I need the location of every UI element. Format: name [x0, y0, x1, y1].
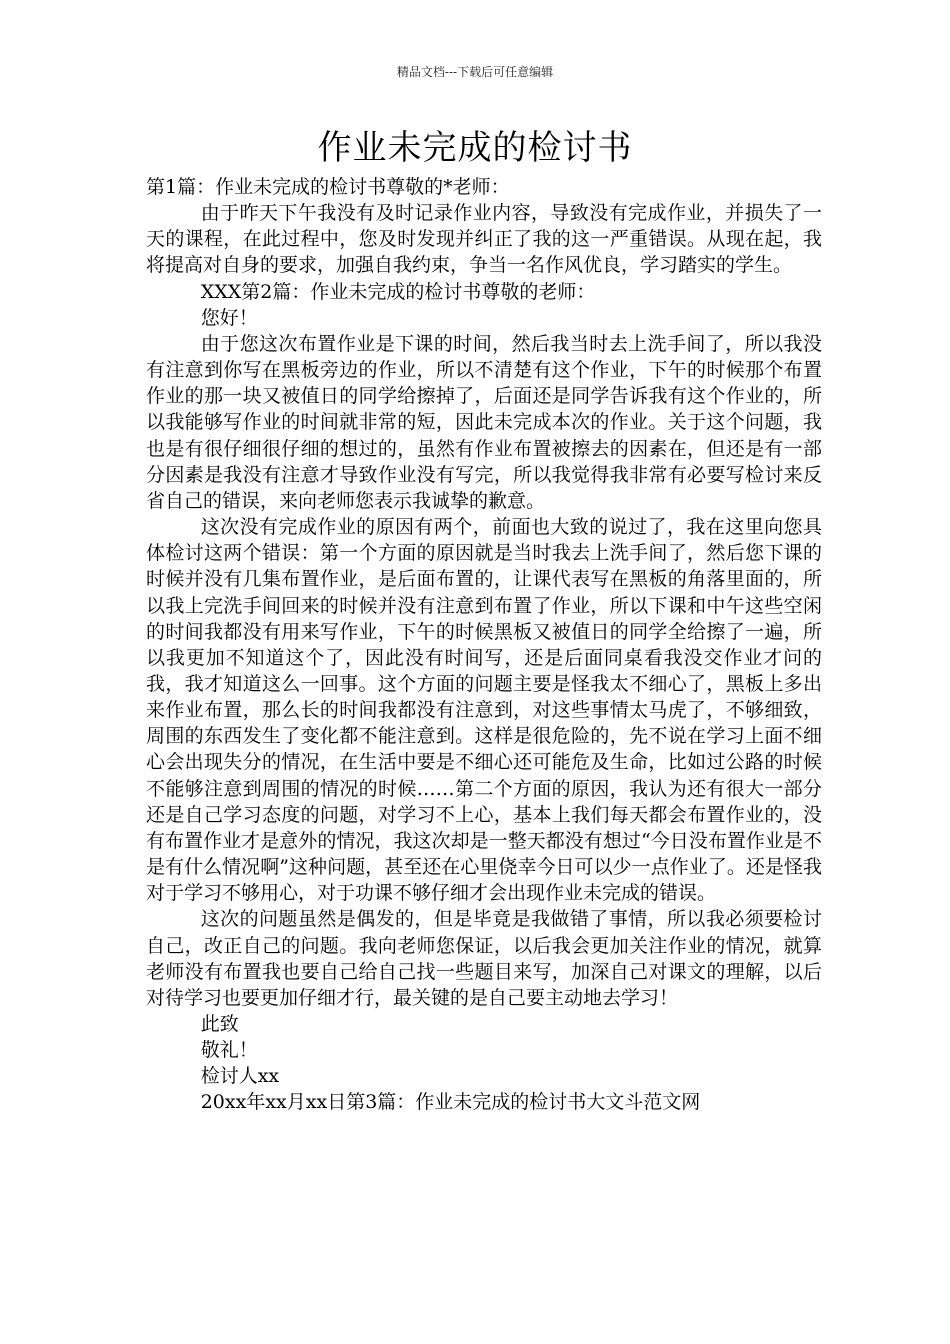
paragraph-heading-2: XXX第2篇：作业未完成的检讨书尊敬的老师： — [200, 280, 596, 303]
document-title: 作业未完成的检讨书 — [317, 128, 633, 168]
paragraph-heading-1: 第1篇：作业未完成的检讨书尊敬的*老师： — [146, 176, 510, 198]
closing-salute: 敬礼！ — [200, 1039, 258, 1062]
closing-line: 此致 — [200, 1013, 239, 1035]
paragraph: 这次没有完成作业的原因有两个，前面也大致的说过了，我在这里向您具体检讨这两个错误：第一个方面的原因就是当时我去上洗手间了，然后您下课的时候并没有几集布置作业，是后面布置的，让课代表写在黑板的角落里面的，所以我上完洗手间回来的时候并没有注意到布置了作业，所以下课和中午这些空闲的时间我都没有用来写作业，下午的时候黑板又被值日的同学全给擦了一遍，所以我更加不知道这个了，因此没有时间写，还是后面同桌看我没交作业才问的我，我才知道这么一回事。这个方面的问题主要是怪我太不细心了，黑板上多出来作业布置，那么长的时间我都没有注意到，对这些事情太马虎了，不够细致，周围的东西发生了变化都不能注意到。这样是很危险的，先不说在学习上面不细心会出现失分的情况，在生活中要是不细心还可能危及生命，比如过公路的时候不能够注意到周围的情况的时候……第二个方面的原因，我认为还有很大一部分还是自己学习态度的问题，对学习不上心，基本上我们每天都会布置作业的，没有布置作业才是意外的情况，我这次却是一整天都没有想过“今日没布置作业是不是有什么情况啊”这种问题，甚至还在心里侥幸今日可以少一点作业了。还是怪我对于学习不够用心，对于功课不够仔细才会出现作业未完成的错误。 — [146, 516, 822, 905]
header-note: 精品文档---下载后可任意编辑 — [396, 65, 554, 79]
paragraph: 由于昨天下午我没有及时记录作业内容，导致没有完成作业，并损失了一天的课程，在此过程中，您及时发现并纠正了我的这一严重错误。从现在起，我将提高对自身的要求，加强自我约束，争当一名作风优良，学习踏实的学生。 — [146, 202, 822, 277]
paragraph: 这次的问题虽然是偶发的，但是毕竟是我做错了事情，所以我必须要检讨自己，改正自己的问题。我向老师您保证，以后我会更加关注作业的情况，就算老师没有布置我也要自己给自己找一些题目来写，加深自己对课文的理解，以后对待学习也要更加仔细才行，最关键的是自己要主动地去学习！ — [146, 908, 822, 1009]
date-line: 20xx年xx月xx日第3篇：作业未完成的检讨书大文斗范文网 — [200, 1091, 701, 1114]
signature-line: 检讨人xx — [200, 1065, 280, 1088]
document-body — [146, 174, 822, 1116]
greeting: 您好！ — [200, 306, 258, 329]
paragraph: 由于您这次布置作业是下课的时间，然后我当时去上洗手间了，所以我没有注意到你写在黑板旁边的作业，所以不清楚有这个作业，下午的时候那个布置作业的那一块又被值日的同学给擦掉了，后面还是同学告诉我有这个作业的，所以我能够写作业的时间就非常的短，因此未完成本次的作业。关于这个问题，我也是有很仔细很仔细的想过的，虽然有作业布置被擦去的因素在，但还是有一部分因素是我没有注意才导致作业没有写完，所以我觉得我非常有必要写检讨来反省自己的错误，来向老师您表示我诚挚的歉意。 — [146, 332, 822, 512]
